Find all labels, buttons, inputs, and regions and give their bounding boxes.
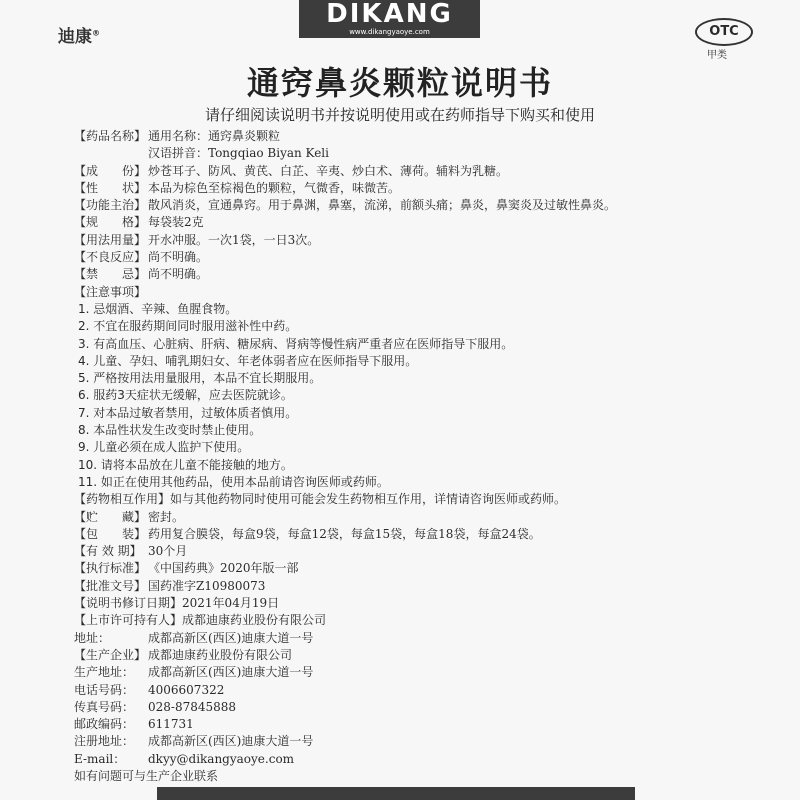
precaution-item: 10. 请将本品放在儿童不能接触的地方。 [78, 457, 293, 472]
field-label: 【用法用量】 [74, 232, 147, 247]
field-label: 【包 装】 [74, 526, 147, 541]
field-value: 尚不明确。 [148, 267, 209, 282]
field-value: 药用复合膜袋，每盒9袋，每盒12袋，每盒15袋，每盒18袋，每盒24袋。 [148, 526, 541, 541]
field-value: 成都高新区(西区)迪康大道一号 [148, 734, 314, 749]
precaution-item: 4. 儿童、孕妇、哺乳期妇女、年老体弱者应在医师指导下服用。 [78, 353, 418, 368]
field-row [74, 682, 774, 699]
field-label: 【成 份】 [74, 163, 147, 178]
field-label: 【批准文号】 [74, 578, 147, 593]
field-list-secondary [74, 491, 774, 768]
field-value: 本品为棕色至棕褐色的颗粒，气微香，味微苦。 [148, 180, 401, 195]
field-label: 【禁 忌】 [74, 267, 147, 282]
precaution-item: 3. 有高血压、心脏病、肝病、糖尿病、肾病等慢性病严重者应在医师指导下服用。 [78, 336, 514, 351]
field-row [74, 733, 774, 750]
field-value: 028-87845888 [148, 699, 237, 714]
field-label: 【生产企业】 [74, 647, 147, 662]
field-row [74, 128, 774, 145]
field-value: 30个月 [148, 544, 188, 559]
field-value: 成都高新区(西区)迪康大道一号 [148, 630, 314, 645]
precaution-item: 2. 不宜在服药期间同时服用滋补性中药。 [78, 319, 298, 334]
field-label: E-mail： [74, 751, 126, 766]
field-value: 成都高新区(西区)迪康大道一号 [148, 665, 314, 680]
company-logo-text: 迪康 [58, 27, 92, 47]
leaflet-body [74, 128, 774, 785]
field-row [74, 526, 774, 543]
field-row [74, 664, 774, 681]
field-row [74, 578, 774, 595]
bottom-bar [157, 787, 635, 800]
field-label: 电话号码： [74, 682, 135, 697]
field-row [74, 630, 774, 647]
field-label: 【药品名称】 [74, 129, 147, 143]
field-label: 【贮 藏】 [74, 509, 147, 524]
field-label: 注册地址： [74, 734, 135, 749]
precautions-list [74, 301, 774, 491]
footer-note: 如有问题可与生产企业联系 [74, 768, 219, 783]
brand-logo: DIKANG [326, 0, 453, 29]
field-value: 成都迪康药业股份有限公司 [182, 613, 327, 628]
field-value: 每袋装2克 [148, 215, 204, 230]
field-label: 【说明书修订日期】 [74, 596, 183, 611]
field-label: 地址： [74, 630, 111, 645]
field-value: 如与其他药物同时使用可能会发生药物相互作用，详情请咨询医师或药师。 [170, 492, 567, 507]
field-row [74, 491, 774, 508]
field-label: 邮政编码： [74, 717, 135, 732]
field-value: 散风消炎，宣通鼻窍。用于鼻渊，鼻塞，流涕，前额头痛；鼻炎，鼻窦炎及过敏性鼻炎。 [148, 198, 617, 213]
field-label: 传真号码： [74, 699, 135, 714]
field-label: 【药物相互作用】 [74, 492, 171, 507]
field-value: 611731 [148, 717, 194, 732]
registered-mark: ® [92, 28, 100, 38]
precaution-item: 7. 对本品过敏者禁用，过敏体质者慎用。 [78, 405, 298, 420]
field-value: 2021年04月19日 [182, 596, 280, 611]
field-row [74, 595, 774, 612]
field-row [74, 612, 774, 629]
company-logo [58, 22, 100, 47]
field-label: 生产地址： [74, 665, 135, 680]
field-value: 国药准字Z10980073 [148, 578, 266, 593]
field-label: 【功能主治】 [74, 198, 147, 213]
field-value: 开水冲服。一次1袋，一日3次。 [148, 232, 320, 247]
precautions-heading: 【注意事项】 [74, 284, 147, 299]
page-subtitle: 请仔细阅读说明书并按说明使用或在药师指导下购买和使用 [204, 106, 595, 124]
brand-banner [299, 0, 480, 38]
field-row [74, 163, 774, 180]
field-label: 【上市许可持有人】 [74, 613, 183, 628]
field-row [74, 509, 774, 526]
precaution-item: 8. 本品性状发生改变时禁止使用。 [78, 423, 262, 438]
field-row [74, 249, 774, 266]
otc-badge: OTC [695, 18, 753, 46]
otc-class: 甲类 [707, 50, 727, 61]
field-value: 尚不明确。 [148, 250, 209, 265]
field-row [74, 266, 774, 283]
field-value: 汉语拼音：Tongqiao Biyan Keli [148, 146, 329, 161]
field-row [74, 214, 774, 231]
field-row [74, 560, 774, 577]
field-row [74, 180, 774, 197]
field-row [74, 699, 774, 716]
field-value: 密封。 [148, 509, 185, 524]
precaution-item: 5. 严格按用法用量服用，本品不宜长期服用。 [78, 371, 322, 386]
field-value: 4006607322 [148, 682, 225, 697]
field-row [74, 716, 774, 733]
field-label: 【有 效 期】 [74, 544, 142, 559]
field-value: 成都迪康药业股份有限公司 [148, 647, 293, 662]
field-label: 【不良反应】 [74, 250, 147, 265]
field-row [74, 145, 774, 162]
field-label: 【执行标准】 [74, 561, 147, 576]
field-row [74, 543, 774, 560]
precaution-item: 6. 服药3天症状无缓解，应去医院就诊。 [78, 388, 293, 403]
field-list-primary [74, 128, 774, 284]
field-row [74, 647, 774, 664]
field-row [74, 197, 774, 214]
brand-website: www.dikangyaoye.com [349, 28, 430, 36]
field-label: 【性 状】 [74, 180, 147, 195]
precaution-item: 1. 忌烟酒、辛辣、鱼腥食物。 [78, 301, 238, 316]
field-value: 通用名称：通窍鼻炎颗粒 [148, 129, 281, 143]
precaution-item: 11. 如正在使用其他药品，使用本品前请咨询医师或药师。 [78, 474, 389, 489]
field-label: 【规 格】 [74, 215, 147, 230]
field-row [74, 232, 774, 249]
field-row [74, 751, 774, 768]
page-title: 通窍鼻炎颗粒说明书 [246, 64, 553, 102]
field-value: 《中国药典》2020年版一部 [148, 561, 299, 576]
field-value: dkyy@dikangyaoye.com [148, 751, 295, 766]
field-value: 炒苍耳子、防风、黄芪、白芷、辛夷、炒白术、薄荷。辅料为乳糖。 [148, 163, 509, 178]
precaution-item: 9. 儿童必须在成人监护下使用。 [78, 440, 250, 455]
